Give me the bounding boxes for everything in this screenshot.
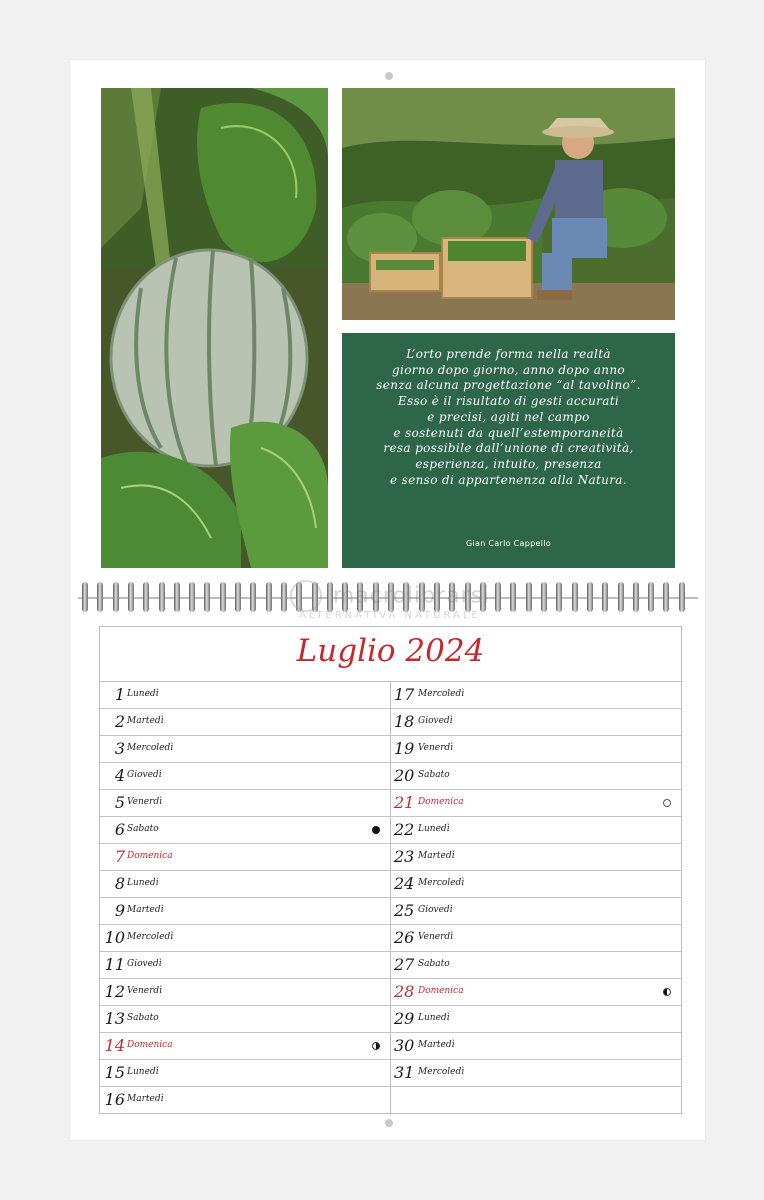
spiral-ring bbox=[373, 582, 379, 612]
quote-line: giorno dopo giorno, anno dopo anno bbox=[392, 362, 625, 377]
day-name: Martedì bbox=[127, 1094, 164, 1104]
day-name: Giovedì bbox=[418, 905, 453, 915]
spiral-ring bbox=[449, 582, 455, 612]
day-name: Lunedì bbox=[418, 824, 450, 834]
day-number: 18 bbox=[394, 712, 415, 731]
quote-line: resa possibile dall’unione di creatività, bbox=[383, 441, 634, 456]
day-row bbox=[100, 844, 390, 871]
day-name: Domenica bbox=[127, 851, 173, 861]
day-row bbox=[391, 709, 681, 736]
day-row bbox=[391, 871, 681, 898]
day-name: Giovedì bbox=[127, 959, 162, 969]
day-row bbox=[100, 790, 390, 817]
day-row bbox=[100, 1006, 390, 1033]
day-name: Martedì bbox=[418, 1040, 455, 1050]
last-quarter-moon-icon bbox=[663, 988, 671, 996]
spiral-ring bbox=[618, 582, 624, 612]
day-row bbox=[100, 763, 390, 790]
spiral-ring bbox=[526, 582, 532, 612]
day-number: 4 bbox=[114, 766, 125, 785]
day-row bbox=[100, 1060, 390, 1087]
day-number: 23 bbox=[394, 847, 415, 866]
day-row bbox=[391, 1033, 681, 1060]
spiral-ring bbox=[480, 582, 486, 612]
day-name: Mercoledì bbox=[418, 878, 465, 888]
day-row bbox=[100, 682, 390, 709]
day-row bbox=[100, 871, 390, 898]
spiral-ring bbox=[143, 582, 149, 612]
day-number: 24 bbox=[394, 874, 415, 893]
day-row bbox=[391, 898, 681, 925]
spiral-ring bbox=[419, 582, 425, 612]
day-number: 25 bbox=[394, 901, 415, 920]
day-row bbox=[100, 817, 390, 844]
day-name: Mercoledì bbox=[418, 689, 465, 699]
day-number: 3 bbox=[114, 739, 125, 758]
month-title: Luglio 2024 bbox=[296, 633, 485, 669]
hanging-hole bbox=[385, 72, 393, 80]
day-row bbox=[100, 1033, 390, 1060]
quote-author: Gian Carlo Cappello bbox=[466, 539, 551, 548]
day-name: Venerdì bbox=[418, 743, 454, 753]
day-number: 31 bbox=[394, 1063, 415, 1082]
spiral-binding bbox=[78, 580, 698, 616]
spiral-ring bbox=[159, 582, 165, 612]
spiral-ring bbox=[679, 582, 685, 612]
day-row bbox=[391, 952, 681, 979]
quote-line: senza alcuna progettazione “al tavolino”. bbox=[376, 378, 641, 393]
day-number: 13 bbox=[104, 1009, 125, 1028]
spiral-ring bbox=[266, 582, 272, 612]
day-row bbox=[391, 790, 681, 817]
watermark-name: macrolibrarsi bbox=[332, 583, 491, 609]
day-number: 21 bbox=[394, 793, 415, 812]
spiral-ring bbox=[82, 582, 88, 612]
day-name: Domenica bbox=[127, 1040, 173, 1050]
spiral-ring bbox=[357, 582, 363, 612]
bottom-hole bbox=[385, 1119, 393, 1127]
quote-text bbox=[342, 347, 675, 488]
day-number: 16 bbox=[104, 1090, 125, 1109]
day-name: Venerdì bbox=[127, 797, 163, 807]
day-name: Lunedì bbox=[127, 878, 159, 888]
day-name: Domenica bbox=[418, 797, 464, 807]
spiral-ring bbox=[327, 582, 333, 612]
quote-line: e precisi, agiti nel campo bbox=[427, 409, 590, 424]
day-row bbox=[391, 979, 681, 1006]
day-name: Venerdì bbox=[127, 986, 163, 996]
day-name: Martedì bbox=[127, 905, 164, 915]
spiral-ring bbox=[648, 582, 654, 612]
day-row bbox=[100, 1087, 390, 1114]
day-name: Lunedì bbox=[127, 1067, 159, 1077]
day-name: Mercoledì bbox=[418, 1067, 465, 1077]
day-name: Sabato bbox=[418, 770, 450, 780]
day-number: 27 bbox=[394, 955, 415, 974]
day-name: Venerdì bbox=[418, 932, 454, 942]
spiral-ring bbox=[556, 582, 562, 612]
spiral-ring bbox=[434, 582, 440, 612]
spiral-ring bbox=[572, 582, 578, 612]
spiral-ring bbox=[189, 582, 195, 612]
farmer-photo bbox=[342, 88, 675, 320]
day-name: Domenica bbox=[418, 986, 464, 996]
spiral-ring bbox=[312, 582, 318, 612]
spiral-ring bbox=[403, 582, 409, 612]
day-number: 20 bbox=[394, 766, 415, 785]
day-number: 28 bbox=[394, 982, 415, 1001]
spiral-ring bbox=[465, 582, 471, 612]
day-row bbox=[100, 952, 390, 979]
spiral-ring bbox=[296, 582, 302, 612]
day-number: 2 bbox=[114, 712, 125, 731]
spiral-ring bbox=[495, 582, 501, 612]
day-name: Lunedì bbox=[418, 1013, 450, 1023]
day-name: Sabato bbox=[127, 1013, 159, 1023]
spiral-ring bbox=[128, 582, 134, 612]
quote-line: Esso è il risultato di gesti accurati bbox=[397, 394, 620, 409]
spiral-ring bbox=[663, 582, 669, 612]
day-row bbox=[391, 1006, 681, 1033]
spiral-ring bbox=[235, 582, 241, 612]
day-number: 5 bbox=[114, 793, 125, 812]
full-moon-icon bbox=[663, 799, 671, 807]
day-name: Lunedì bbox=[127, 689, 159, 699]
spiral-ring bbox=[541, 582, 547, 612]
quote-line: e senso di appartenenza alla Natura. bbox=[390, 472, 627, 487]
day-name: Mercoledì bbox=[127, 743, 174, 753]
quote-line: L’orto prende forma nella realtà bbox=[406, 347, 611, 361]
day-number: 15 bbox=[104, 1063, 125, 1082]
day-number: 14 bbox=[104, 1036, 125, 1055]
quote-box bbox=[342, 333, 675, 568]
day-row bbox=[391, 925, 681, 952]
spiral-ring bbox=[510, 582, 516, 612]
day-number: 10 bbox=[104, 928, 125, 947]
day-number: 12 bbox=[104, 982, 125, 1001]
day-row bbox=[391, 682, 681, 709]
watermark-tagline: ALTERNATIVA NATURALE bbox=[299, 610, 481, 621]
day-name: Martedì bbox=[418, 851, 455, 861]
days-column-right bbox=[390, 682, 681, 1114]
day-row bbox=[100, 925, 390, 952]
spiral-ring bbox=[204, 582, 210, 612]
day-number: 17 bbox=[394, 685, 415, 704]
day-row bbox=[391, 844, 681, 871]
spiral-ring bbox=[174, 582, 180, 612]
day-row bbox=[391, 1060, 681, 1087]
day-number: 9 bbox=[114, 901, 125, 920]
empty-row bbox=[391, 1087, 681, 1114]
day-number: 29 bbox=[394, 1009, 415, 1028]
spiral-ring bbox=[587, 582, 593, 612]
day-row bbox=[391, 736, 681, 763]
spiral-ring bbox=[97, 582, 103, 612]
day-row bbox=[391, 817, 681, 844]
day-number: 8 bbox=[114, 874, 125, 893]
day-row bbox=[100, 979, 390, 1006]
day-number: 22 bbox=[394, 820, 415, 839]
day-name: Sabato bbox=[127, 824, 159, 834]
day-name: Giovedì bbox=[127, 770, 162, 780]
first-quarter-moon-icon bbox=[372, 1042, 380, 1050]
spiral-ring bbox=[633, 582, 639, 612]
day-number: 7 bbox=[114, 847, 125, 866]
new-moon-icon bbox=[372, 826, 380, 834]
day-number: 19 bbox=[394, 739, 415, 758]
day-name: Martedì bbox=[127, 716, 164, 726]
spiral-ring bbox=[113, 582, 119, 612]
day-number: 6 bbox=[114, 820, 125, 839]
day-name: Sabato bbox=[418, 959, 450, 969]
day-number: 1 bbox=[114, 685, 125, 704]
day-number: 11 bbox=[104, 955, 125, 974]
day-name: Mercoledì bbox=[127, 932, 174, 942]
day-row bbox=[391, 763, 681, 790]
spiral-ring bbox=[220, 582, 226, 612]
month-calendar bbox=[99, 626, 682, 1114]
day-name: Giovedì bbox=[418, 716, 453, 726]
day-row bbox=[100, 736, 390, 763]
day-number: 30 bbox=[394, 1036, 415, 1055]
spiral-ring bbox=[342, 582, 348, 612]
melon-photo bbox=[101, 88, 328, 568]
quote-line: e sostenuti da quell’estemporaneità bbox=[393, 425, 624, 440]
spiral-ring bbox=[388, 582, 394, 612]
days-column-left bbox=[100, 682, 390, 1114]
day-number: 26 bbox=[394, 928, 415, 947]
spiral-ring bbox=[250, 582, 256, 612]
spiral-ring bbox=[602, 582, 608, 612]
quote-line: esperienza, intuito, presenza bbox=[415, 456, 602, 471]
day-row bbox=[100, 898, 390, 925]
spiral-ring bbox=[281, 582, 287, 612]
day-row bbox=[100, 709, 390, 736]
